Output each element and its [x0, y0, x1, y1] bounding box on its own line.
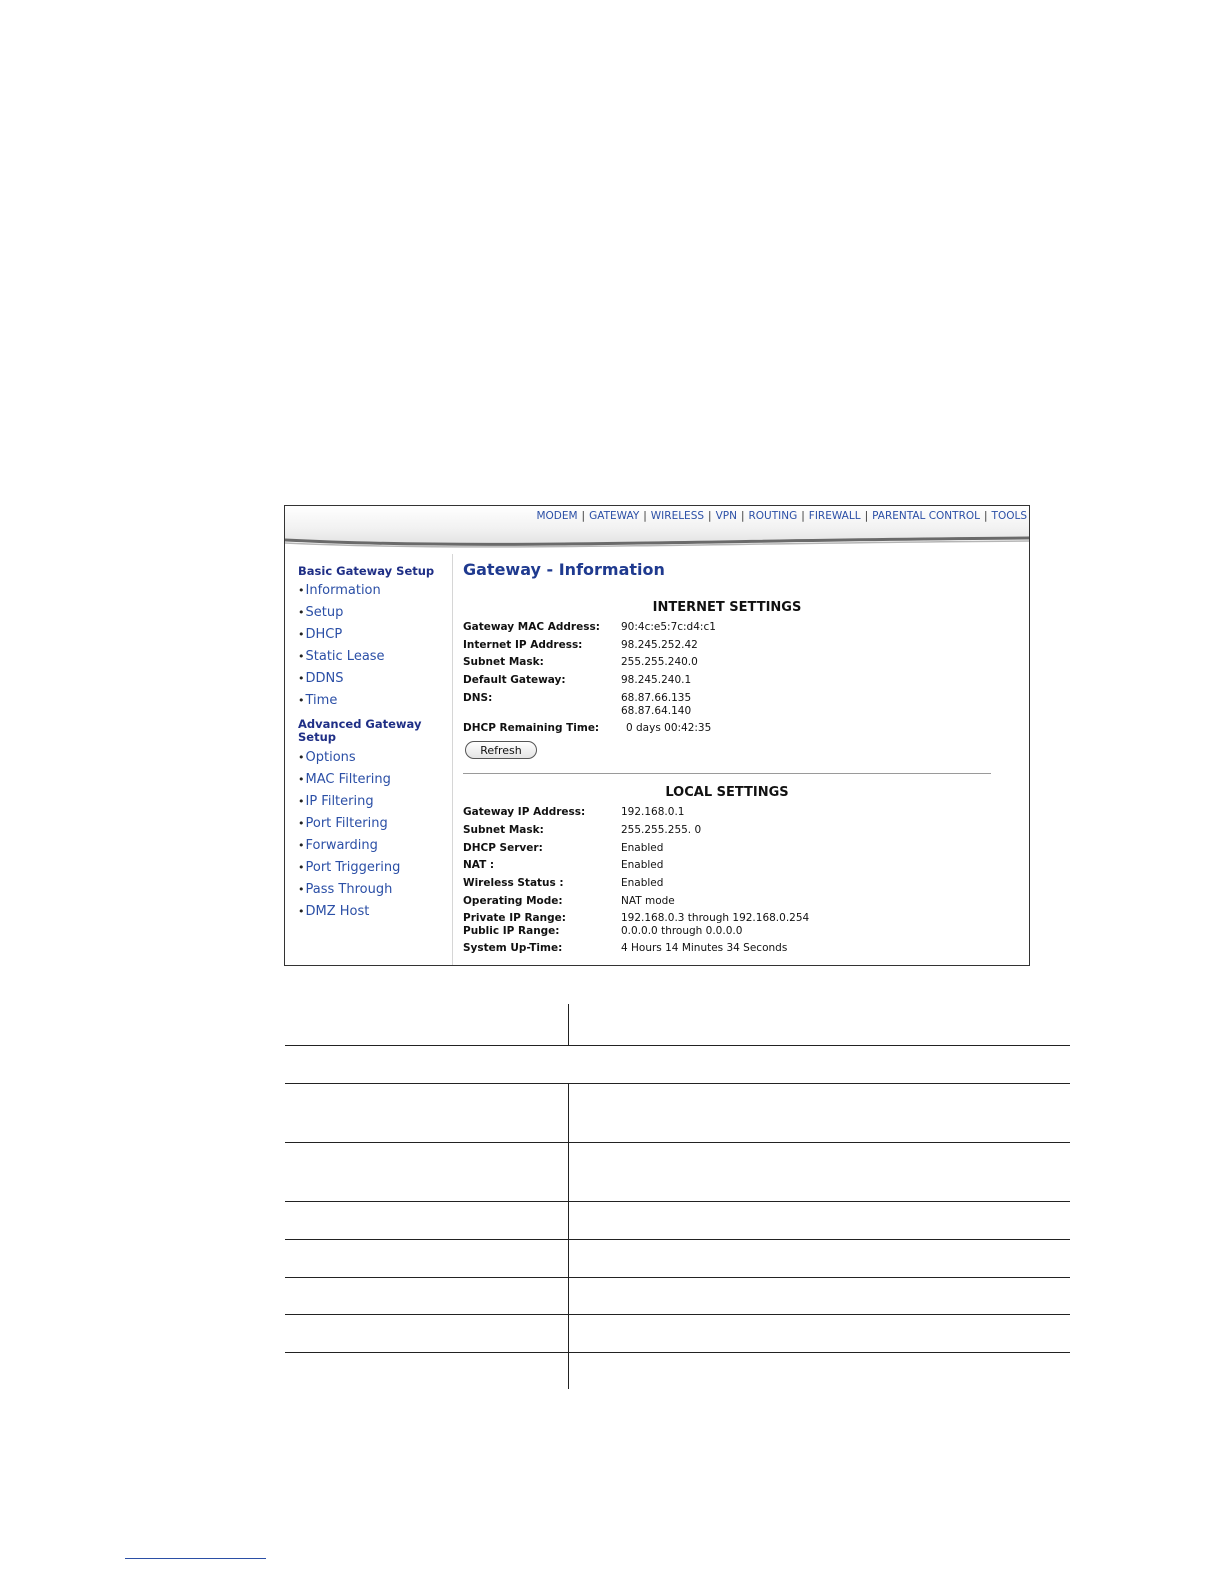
nav-separator: | — [643, 510, 647, 522]
bullet: • — [298, 861, 305, 874]
table-row-divider — [285, 1314, 1070, 1315]
table-row-divider — [285, 1045, 1070, 1046]
private-ip-range-value: 192.168.0.3 through 192.168.0.254 — [621, 912, 810, 924]
bullet: • — [298, 817, 305, 830]
sidebar-item-setup[interactable] — [298, 605, 343, 620]
bullet: • — [298, 751, 305, 764]
sidebar-heading-advanced — [298, 718, 438, 744]
internet-settings-heading: INTERNET SETTINGS — [652, 600, 802, 615]
wireless-status-value: Enabled — [621, 877, 664, 889]
nav-firewall[interactable]: FIREWALL — [808, 510, 861, 522]
table-row-divider — [285, 1352, 1070, 1353]
table-row-divider — [285, 1142, 1070, 1143]
system-uptime-value: 4 Hours 14 Minutes 34 Seconds — [621, 942, 788, 954]
nav-separator: | — [708, 510, 712, 522]
sidebar-item-label: Static Lease — [305, 649, 385, 664]
dhcp-server-label: DHCP Server: — [463, 842, 543, 854]
nav-routing[interactable]: ROUTING — [748, 510, 798, 522]
nav-vpn[interactable]: VPN — [715, 510, 737, 522]
sidebar-item-forwarding[interactable] — [298, 838, 378, 853]
sidebar-item-label: IP Filtering — [305, 794, 374, 809]
router-screenshot — [284, 505, 1030, 966]
sidebar-item-label: Pass Through — [305, 882, 393, 897]
sidebar-item-label: DHCP — [305, 627, 343, 642]
local-subnet-mask-label: Subnet Mask: — [463, 824, 544, 836]
page-title: Gateway - Information — [463, 560, 665, 579]
nav-separator: | — [581, 510, 586, 522]
bullet: • — [298, 650, 305, 663]
nav-separator: | — [983, 510, 988, 522]
nav-parental-control[interactable]: PARENTAL CONTROL — [872, 510, 980, 522]
table-row-divider — [285, 1277, 1070, 1278]
sidebar-item-dmz-host[interactable] — [298, 904, 369, 919]
sidebar-item-label: Options — [305, 750, 356, 765]
sidebar — [285, 554, 453, 965]
sidebar-item-label: Port Filtering — [305, 816, 388, 831]
wireless-status-label: Wireless Status : — [463, 877, 564, 889]
dns-value-primary: 68.87.66.135 — [621, 692, 692, 704]
header-swoosh-decoration — [285, 532, 1030, 554]
sidebar-item-ddns[interactable] — [298, 671, 344, 686]
operating-mode-value: NAT mode — [621, 895, 675, 907]
table-column-divider — [568, 1083, 569, 1389]
nav-wireless[interactable]: WIRELESS — [650, 510, 705, 522]
sidebar-item-mac-filtering[interactable] — [298, 772, 391, 787]
sidebar-heading-line: Advanced Gateway — [298, 717, 422, 731]
dhcp-remaining-time-value: 0 days 00:42:35 — [626, 722, 712, 734]
system-uptime-label: System Up-Time: — [463, 942, 563, 954]
internet-ip-value: 98.245.252.42 — [621, 639, 698, 651]
dns-value-secondary: 68.87.64.140 — [621, 705, 692, 717]
sidebar-item-time[interactable] — [298, 693, 337, 708]
sidebar-item-label: MAC Filtering — [305, 772, 391, 787]
nat-label: NAT : — [463, 859, 495, 871]
bullet: • — [298, 606, 305, 619]
dhcp-remaining-time-label: DHCP Remaining Time: — [463, 722, 600, 734]
sidebar-item-pass-through[interactable] — [298, 882, 392, 897]
sidebar-heading-basic: Basic Gateway Setup — [298, 564, 435, 578]
main-content — [463, 554, 1029, 965]
nav-gateway[interactable]: GATEWAY — [589, 510, 640, 522]
sidebar-item-port-triggering[interactable] — [298, 860, 400, 875]
sidebar-item-label: Setup — [305, 605, 344, 620]
local-settings-heading: LOCAL SETTINGS — [665, 785, 789, 800]
top-nav-links — [536, 510, 1027, 522]
bullet: • — [298, 883, 305, 896]
sidebar-item-label: DDNS — [305, 671, 344, 686]
default-gateway-label: Default Gateway: — [463, 674, 566, 686]
sidebar-item-information[interactable] — [298, 583, 381, 598]
bullet: • — [298, 584, 305, 597]
sidebar-item-label: Time — [305, 693, 338, 708]
table-row-divider — [285, 1239, 1070, 1240]
nav-modem[interactable]: MODEM — [536, 510, 578, 522]
table-column-divider — [568, 1004, 569, 1046]
gateway-mac-label: Gateway MAC Address: — [463, 621, 600, 633]
internet-ip-label: Internet IP Address: — [463, 639, 583, 651]
sidebar-heading-line: Setup — [298, 730, 336, 744]
sidebar-item-label: DMZ Host — [305, 904, 370, 919]
operating-mode-label: Operating Mode: — [463, 895, 563, 907]
public-ip-range-value: 0.0.0.0 through 0.0.0.0 — [621, 925, 743, 937]
sidebar-item-dhcp[interactable] — [298, 627, 342, 642]
dns-label: DNS: — [463, 692, 493, 704]
subnet-mask-label: Subnet Mask: — [463, 656, 544, 668]
bullet: • — [298, 694, 305, 707]
gateway-ip-value: 192.168.0.1 — [621, 806, 685, 818]
default-gateway-value: 98.245.240.1 — [621, 674, 692, 686]
sidebar-item-label: Information — [305, 583, 381, 598]
gateway-ip-label: Gateway IP Address: — [463, 806, 586, 818]
nav-separator: | — [801, 510, 805, 522]
sidebar-item-label: Forwarding — [305, 838, 378, 853]
sidebar-item-static-lease[interactable] — [298, 649, 385, 664]
public-ip-range-label: Public IP Range: — [463, 925, 560, 937]
footnote-rule — [125, 1558, 266, 1559]
nav-separator: | — [740, 510, 745, 522]
sidebar-item-port-filtering[interactable] — [298, 816, 388, 831]
nat-value: Enabled — [621, 859, 664, 871]
bullet: • — [298, 839, 305, 852]
table-row-divider — [285, 1083, 1070, 1084]
private-ip-range-label: Private IP Range: — [463, 912, 566, 924]
nav-tools[interactable]: TOOLS — [991, 510, 1027, 522]
bullet: • — [298, 628, 305, 641]
section-divider — [463, 773, 991, 774]
refresh-button[interactable]: Refresh — [465, 741, 537, 759]
subnet-mask-value: 255.255.240.0 — [621, 656, 698, 668]
top-navigation-bar — [285, 506, 1029, 550]
sidebar-item-label: Port Triggering — [305, 860, 401, 875]
bullet: • — [298, 905, 305, 918]
dhcp-server-value: Enabled — [621, 842, 664, 854]
nav-separator: | — [864, 510, 869, 522]
bullet: • — [298, 672, 305, 685]
sidebar-item-ip-filtering[interactable] — [298, 794, 374, 809]
local-subnet-mask-value: 255.255.255. 0 — [621, 824, 702, 836]
table-row-divider — [285, 1201, 1070, 1202]
gateway-mac-value: 90:4c:e5:7c:d4:c1 — [621, 621, 716, 633]
bullet: • — [298, 773, 305, 786]
bullet: • — [298, 795, 305, 808]
sidebar-item-options[interactable] — [298, 750, 356, 765]
